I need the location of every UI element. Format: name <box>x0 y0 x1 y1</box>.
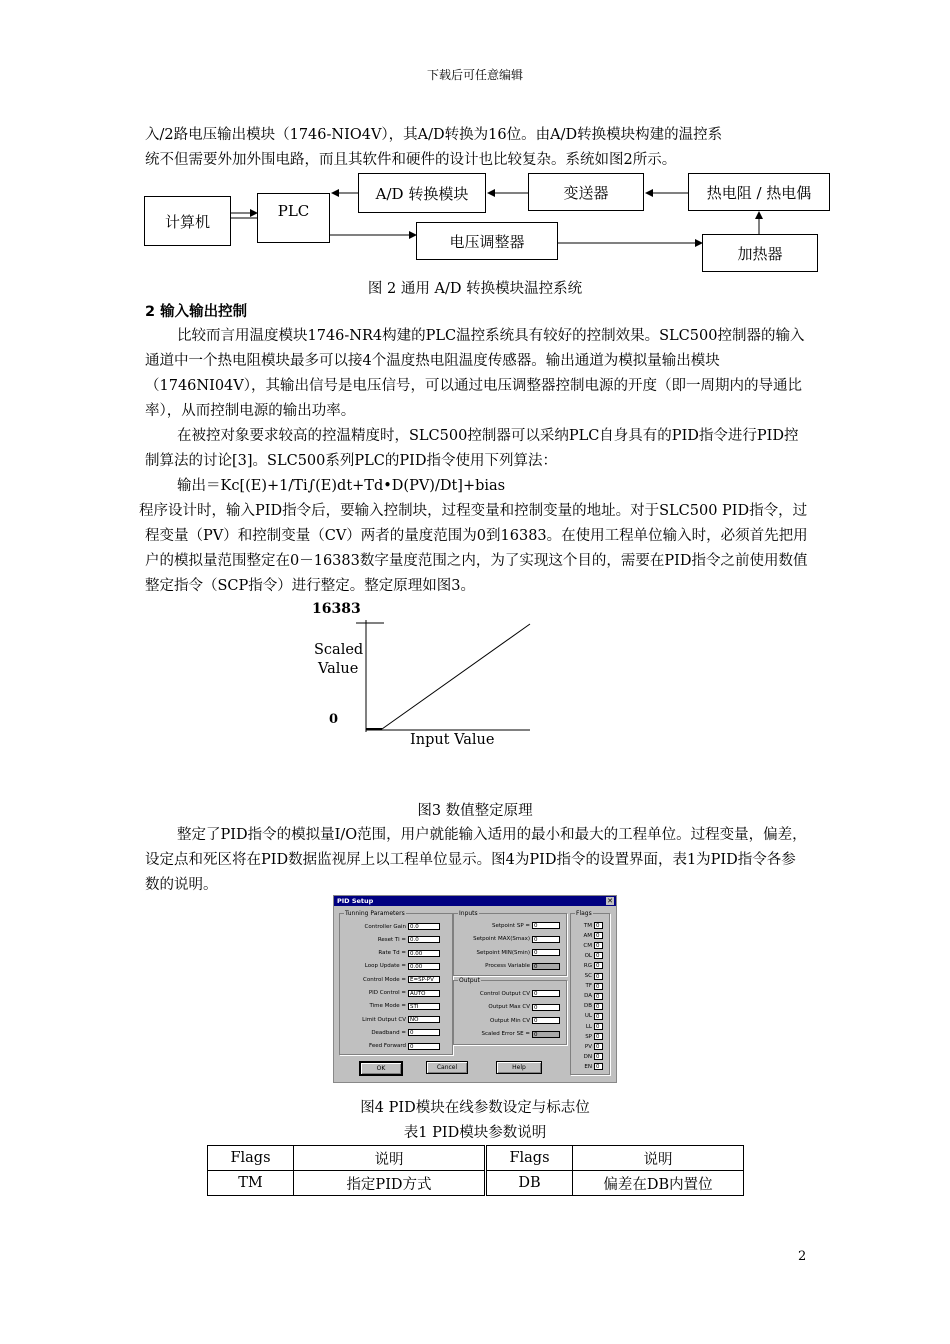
table-cell: TM <box>208 1171 294 1196</box>
input-row-label: Process Variable <box>485 963 530 969</box>
flag-row <box>572 1003 603 1010</box>
flag-value[interactable]: 0 <box>594 942 603 949</box>
flag-value[interactable]: 0 <box>594 1013 603 1020</box>
tuning-row <box>340 1029 440 1036</box>
input-row-field[interactable]: 0 <box>532 963 560 970</box>
intro-line-1: 入/2路电压输出模块（1746-NIO4V），其A/D转换为16位。由A/D转换模块构建的温控系 <box>145 127 723 143</box>
flag-value[interactable]: 0 <box>594 922 603 929</box>
tuning-row-field[interactable]: 0 <box>408 1043 440 1050</box>
tuning-row-label: Rate Td = <box>378 950 406 957</box>
input-row-field[interactable]: 0 <box>532 936 560 943</box>
output-row-label: Output Max CV <box>488 1004 530 1010</box>
paragraph-4: 整定了PID指令的模拟量I/O范围，用户就能输入适用的最小和最大的工程单位。过程变量，偏差，设定点和死区将在PID数据监视屏上以工程单位显示。图4为PID指令的设置界面，表1为PID指令各参数的说明。 <box>145 827 807 893</box>
tuning-row-label: Feed Forward <box>369 1043 406 1050</box>
tuning-row-field[interactable]: 0 <box>408 1029 440 1036</box>
tuning-row <box>340 923 440 930</box>
paragraph-3: 程序设计时，输入PID指令后，要输入控制块，过程变量和控制变量的地址。对于SLC500 PID指令，过程变量（PV）和控制变量（CV）两者的量度范围为0到16383。在使用工程单位输入时，必须首先把用户的模拟量范围整定在0－16383数字量度范围之内，为了实现这个目的，需要在PID指令之前使用数值整定指令（SCP指令）进行整定。整定原理如图3。 <box>139 503 808 594</box>
header-desc-2: 说明 <box>573 1146 744 1171</box>
tuning-row-field[interactable]: E=SP-PV <box>408 976 440 983</box>
input-row <box>454 963 560 970</box>
output-row-field[interactable]: 0 <box>532 990 560 997</box>
flag-row <box>572 1033 603 1040</box>
table-cell: 指定PID方式 <box>294 1171 486 1196</box>
table-cell: DB <box>486 1171 573 1196</box>
computer-box: 计算机 <box>144 196 231 246</box>
flag-row <box>572 1043 603 1050</box>
figure-3-caption: 图3 数值整定原理 <box>417 803 533 819</box>
output-row-field[interactable]: 0 <box>532 1004 560 1011</box>
paragraph-4-block <box>145 823 810 898</box>
flag-row <box>572 962 603 969</box>
figure-4-caption: 图4 PID模块在线参数设定与标志位 <box>360 1100 590 1116</box>
flag-row <box>572 973 603 980</box>
output-group-title: Output <box>459 977 480 984</box>
flag-label: DA <box>584 993 592 1000</box>
flag-label: DB <box>583 1003 592 1010</box>
flag-label: PV <box>584 1043 592 1050</box>
tuning-row-label: PID Control = <box>368 990 406 996</box>
flag-row <box>572 1023 603 1030</box>
table-row <box>208 1171 744 1196</box>
tuning-row-field[interactable]: 0.00 <box>408 963 440 970</box>
input-row <box>454 922 560 929</box>
header-flags-2: Flags <box>486 1146 573 1171</box>
table-1-title: 表1 PID模块参数说明 <box>403 1125 547 1141</box>
output-row-label: Control Output CV <box>479 990 530 997</box>
tuning-row <box>340 1016 440 1023</box>
heater-box: 加热器 <box>702 234 818 272</box>
section-2-title: 2 输入输出控制 <box>145 304 248 320</box>
output-row <box>454 1031 560 1038</box>
flag-row <box>572 922 603 929</box>
flag-label: LL <box>585 1023 592 1030</box>
flag-value[interactable]: 0 <box>594 973 603 980</box>
flag-label: SP <box>585 1033 592 1040</box>
close-icon[interactable]: ✕ <box>607 897 613 905</box>
tuning-row <box>340 963 440 970</box>
table-1 <box>207 1145 744 1196</box>
flag-label: TF <box>585 983 592 990</box>
zero-label: 0 <box>329 712 339 727</box>
page-header: 下载后可任意编辑 <box>426 68 523 82</box>
tuning-row-label: Controller Gain <box>364 923 406 930</box>
flag-row <box>572 932 603 939</box>
transmitter-box: 变送器 <box>528 173 644 211</box>
tuning-row <box>340 1003 440 1010</box>
flag-row <box>572 993 603 1000</box>
pid-setup-dialog <box>333 895 617 1083</box>
flag-value[interactable]: 0 <box>594 993 603 1000</box>
sensor-box: 热电阻 / 热电偶 <box>688 173 830 211</box>
flag-label: CM <box>583 942 592 949</box>
flag-value[interactable]: 0 <box>594 983 603 990</box>
flag-value[interactable]: 0 <box>594 1043 603 1050</box>
tuning-row-label: Limit Output CV <box>362 1016 406 1023</box>
ad-module-box: A/D 转换模块 <box>358 173 486 213</box>
paragraph-2: 在被控对象要求较高的控温精度时，SLC500控制器可以采纳PLC自身具有的PID指令进行PID控制算法的讨论[3]。SLC500系列PLC的PID指令使用下列算法： <box>145 428 799 469</box>
y-axis-label-2: Value <box>318 661 359 677</box>
input-row <box>454 949 560 956</box>
output-row-label: Output Min CV <box>490 1017 530 1024</box>
y-axis-label-1: Scaled <box>314 642 364 658</box>
flag-row <box>572 952 603 959</box>
flag-value[interactable]: 0 <box>594 962 603 969</box>
inputs-group-title: Inputs <box>459 910 478 917</box>
output-row <box>454 1004 560 1011</box>
x-axis-label: Input Value <box>410 732 495 748</box>
flag-label: AM <box>583 932 592 939</box>
plc-box: PLC <box>257 193 330 243</box>
output-row-field[interactable]: 0 <box>532 1017 560 1024</box>
flag-label: EN <box>584 1063 592 1070</box>
flag-label: TM <box>583 922 592 929</box>
header-flags-1: Flags <box>208 1146 294 1171</box>
y-max-label: 16383 <box>312 601 361 617</box>
flag-label: OL <box>584 952 592 959</box>
flag-value[interactable]: 0 <box>594 1003 603 1010</box>
tuning-row-field[interactable]: 0.00 <box>408 950 440 957</box>
dialog-title: PID Setup <box>334 896 616 906</box>
flag-label: DN <box>583 1053 592 1060</box>
tuning-row-label: Reset Ti = <box>377 936 406 943</box>
tuning-row <box>340 950 440 957</box>
input-row-label: Setpoint MAX(Smax) <box>473 936 530 942</box>
voltage-regulator-box: 电压调整器 <box>416 222 558 260</box>
intro-line-2: 统不但需要外加外围电路，而且其软件和硬件的设计也比较复杂。系统如图2所示。 <box>145 152 677 168</box>
flag-value[interactable]: 0 <box>594 932 603 939</box>
flag-row <box>572 1053 603 1060</box>
flag-row <box>572 983 603 990</box>
flag-row <box>572 1063 603 1070</box>
tuning-group-title: Tunning Parameters <box>345 910 405 917</box>
input-row <box>454 936 560 943</box>
flag-label: RG <box>583 962 592 969</box>
tuning-row <box>340 990 440 997</box>
flags-group-title: Flags <box>576 910 592 917</box>
tuning-row-label: Time Mode = <box>369 1003 406 1010</box>
input-row-label: Setpoint MIN(Smin) <box>476 949 530 956</box>
output-row <box>454 1017 560 1024</box>
page-number: 2 <box>798 1249 807 1264</box>
input-row-field[interactable]: 0 <box>532 922 560 929</box>
flag-value[interactable]: 0 <box>594 952 603 959</box>
flag-label: UL <box>584 1013 592 1020</box>
flag-value[interactable]: 0 <box>594 1063 603 1070</box>
flag-row <box>572 1013 603 1020</box>
input-row-field[interactable]: 0 <box>532 949 560 956</box>
flag-value[interactable]: 0 <box>594 1053 603 1060</box>
tuning-row-field[interactable]: STI <box>408 1003 440 1010</box>
output-row-label: Scaled Error SE = <box>481 1031 530 1037</box>
formula: 输出＝Kc[(E)+1/Ti∫(E)dt+Td•D(PV)/Dt]+bias <box>177 478 506 494</box>
help-button[interactable]: Help <box>496 1061 542 1074</box>
figure-2-caption: 图 2 通用 A/D 转换模块温控系统 <box>367 281 583 297</box>
tuning-row <box>340 936 440 943</box>
flag-row <box>572 942 603 949</box>
tuning-row <box>340 1043 440 1050</box>
flag-value[interactable]: 0 <box>594 1023 603 1030</box>
output-row <box>454 990 560 997</box>
cancel-button[interactable]: Cancel <box>426 1061 468 1074</box>
paragraph-1: 比较而言用温度模块1746-NR4构建的PLC温控系统具有较好的控制效果。SLC500控制器的输入通道中一个热电阻模块最多可以接4个温度热电阻温度传感器。输出通道为模拟量输出模块（1746NI04V），其输出信号是电压信号，可以通过电压调整器控制电源的开度（即一周期内的导通比率），从而控制电源的输出功率。 <box>145 328 805 419</box>
tuning-row <box>340 976 440 983</box>
table-cell: 偏差在DB内置位 <box>573 1171 744 1196</box>
tuning-row-field[interactable]: 0.0 <box>408 936 440 943</box>
tuning-row-field[interactable]: 0.0 <box>408 923 440 930</box>
tuning-row-field[interactable]: NO <box>408 1016 440 1023</box>
body-paragraphs <box>139 324 810 599</box>
flag-label: SC <box>584 973 592 979</box>
header-desc-1: 说明 <box>294 1146 486 1171</box>
table-header-row <box>208 1146 744 1171</box>
input-row-label: Setpoint SP = <box>492 922 530 929</box>
tuning-row-label: Deadband = <box>371 1029 406 1036</box>
tuning-row-label: Loop Update = <box>364 963 406 970</box>
tuning-row-field[interactable]: AUTO <box>408 990 440 997</box>
flag-value[interactable]: 0 <box>594 1033 603 1040</box>
tuning-row-label: Control Mode = <box>363 976 406 983</box>
ok-button[interactable]: OK <box>359 1061 403 1076</box>
output-row-field[interactable]: 0 <box>532 1031 560 1038</box>
